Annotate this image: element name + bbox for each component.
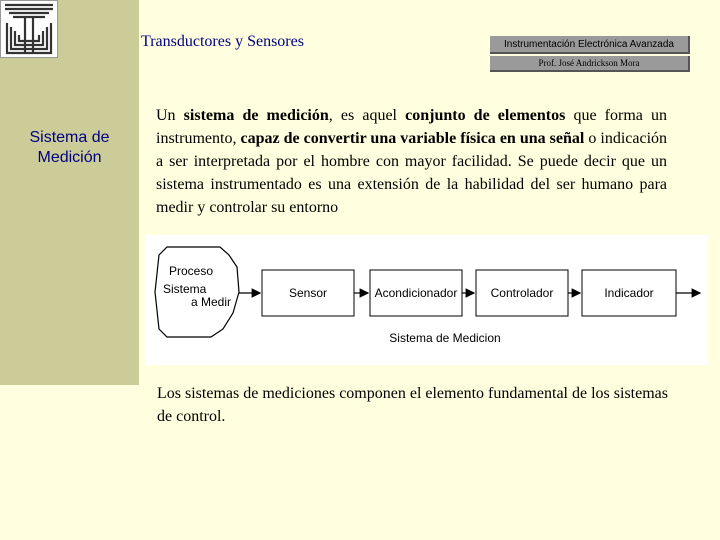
sidebar-panel bbox=[0, 0, 139, 385]
page-title: Transductores y Sensores bbox=[141, 33, 304, 50]
intro-bold-term: capaz de convertir una variable física en una señal bbox=[240, 130, 585, 147]
intro-bold-term: conjunto de elementos bbox=[405, 107, 566, 124]
block-label: Sensor bbox=[288, 286, 328, 300]
block-label: Acondicionador bbox=[374, 286, 458, 300]
system-label-line1: Sistema bbox=[163, 282, 207, 296]
intro-text: , es aquel bbox=[328, 107, 406, 124]
intro-paragraph bbox=[156, 104, 667, 219]
block-label: Indicador bbox=[604, 286, 654, 300]
system-label-line2: a Medir bbox=[191, 295, 232, 309]
diagram-caption: Sistema de Medicion bbox=[389, 331, 501, 345]
diagram-canvas bbox=[145, 235, 708, 365]
institution-logo-icon bbox=[1, 1, 57, 57]
section-title: Sistema de Medición bbox=[29, 129, 110, 166]
intro-bold-term: sistema de medición bbox=[183, 107, 329, 124]
course-badge: Instrumentación Electrónica Avanzada bbox=[490, 36, 690, 54]
conclusion-paragraph: Los sistemas de mediciones componen el elemento fundamental de los sistemas de control. bbox=[157, 385, 668, 425]
measurement-system-diagram bbox=[145, 235, 708, 365]
intro-text: o indicación a ser interpretada por el hombre con mayor facilidad. Se puede decir que un sistema instrumentado es una extensión de la habilidad del ser humano para medir y controlar su entorno bbox=[156, 130, 668, 216]
institution-logo bbox=[0, 0, 58, 58]
intro-text: Un bbox=[156, 107, 184, 124]
block-label: Controlador bbox=[490, 286, 554, 300]
professor-badge: Prof. José Andrickson Mora bbox=[490, 56, 690, 72]
intro-text: que forma un instrumento, bbox=[156, 107, 667, 147]
process-label: Proceso bbox=[169, 264, 214, 278]
